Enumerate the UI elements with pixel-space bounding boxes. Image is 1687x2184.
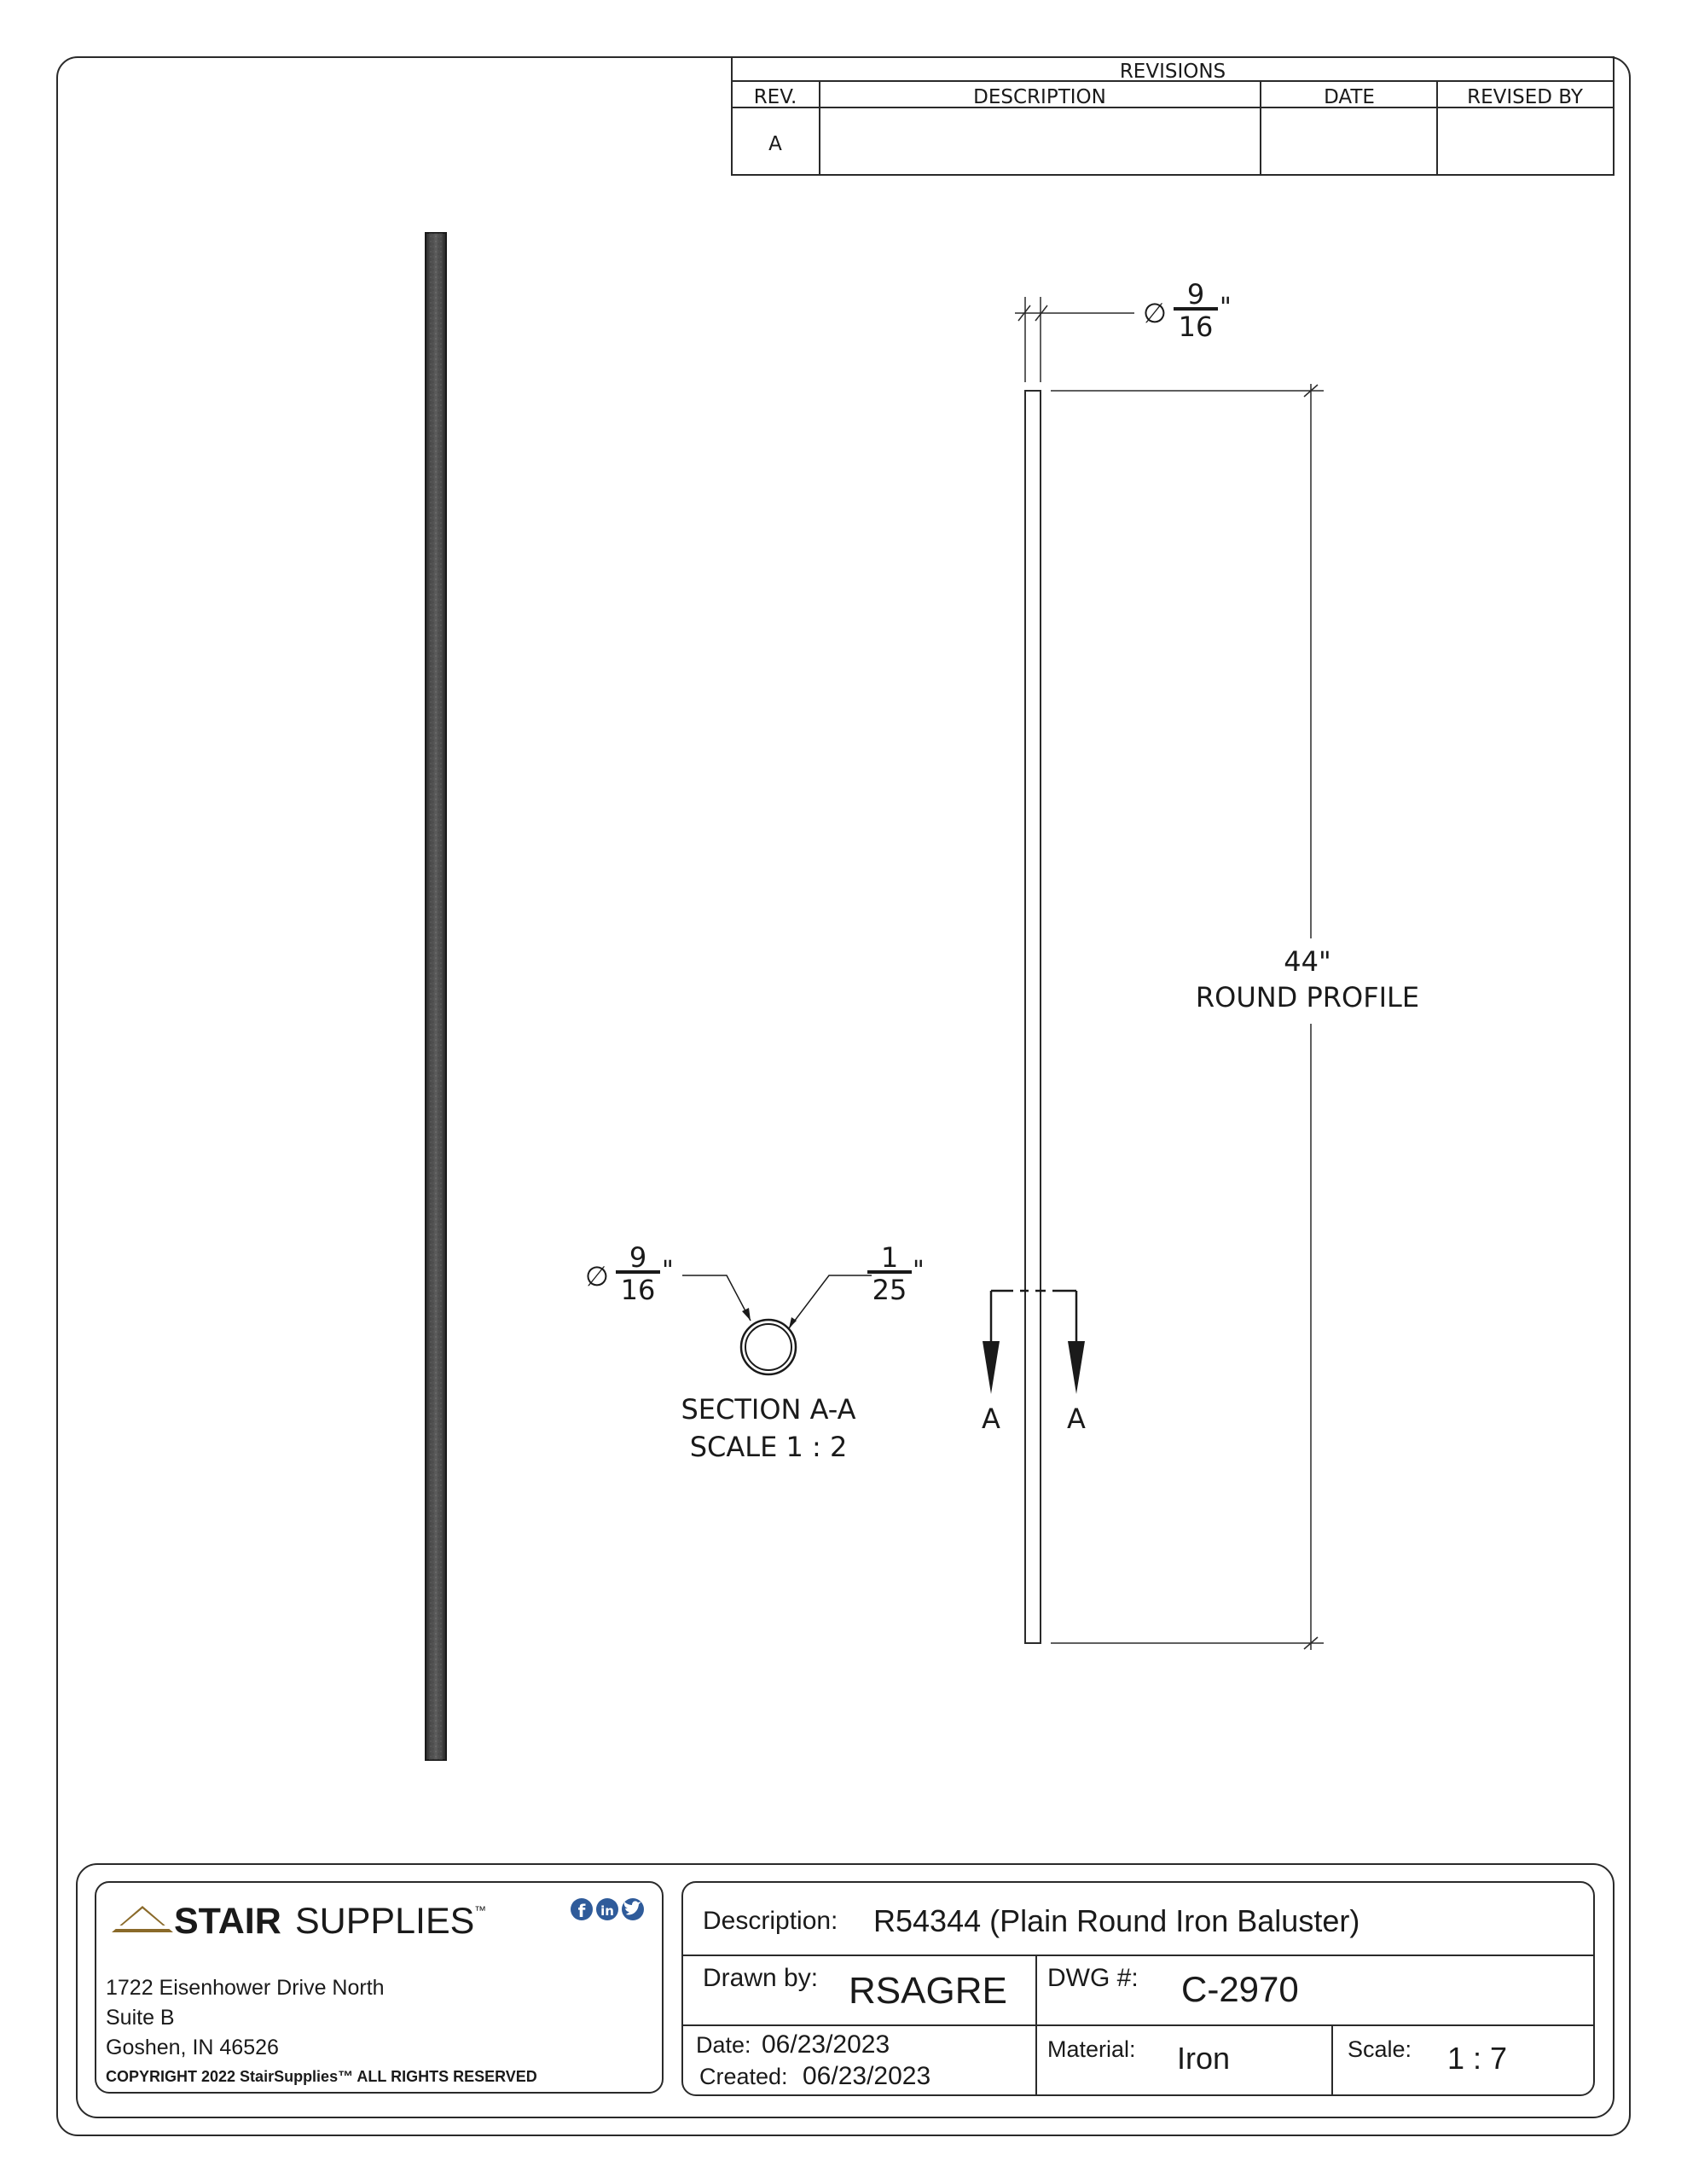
section-leader-arrow-left: [742, 1308, 751, 1321]
section-arrow-right: [1068, 1341, 1085, 1394]
linkedin-icon-glyph: in: [600, 1903, 614, 1919]
scale-label: Scale:: [1348, 2036, 1412, 2062]
drawn-by-label: Drawn by:: [703, 1964, 819, 1992]
dwg-label: DWG #:: [1047, 1964, 1139, 1992]
top-diameter-denominator: 16: [1178, 311, 1214, 343]
company-name-bold: STAIR: [174, 1901, 281, 1942]
section-diameter-denominator: 16: [620, 1274, 656, 1306]
sheet-border: [57, 57, 1630, 2135]
revisions-header-revised-by: REVISED BY: [1467, 86, 1583, 108]
facebook-icon-glyph: f: [577, 1901, 586, 1921]
dwg-value: C-2970: [1181, 1969, 1299, 2009]
section-title: SECTION A-A: [681, 1393, 856, 1426]
company-address-line2: Suite B: [106, 2006, 175, 2030]
section-diameter-unit: ": [662, 1256, 674, 1286]
section-marker-right: A: [1067, 1403, 1086, 1435]
section-scale: SCALE 1 : 2: [689, 1431, 848, 1463]
date-value: 06/23/2023: [762, 2030, 890, 2059]
length-value: 44": [1284, 945, 1331, 978]
section-wall-numerator: 1: [880, 1241, 899, 1274]
company-logo-icon: [112, 1906, 173, 1932]
top-diameter-symbol: ∅: [1143, 297, 1167, 329]
section-wall-denominator: 25: [872, 1274, 907, 1306]
revisions-header-description: DESCRIPTION: [973, 86, 1106, 108]
created-label: Created:: [699, 2064, 788, 2089]
length-profile: ROUND PROFILE: [1195, 981, 1420, 1014]
facebook-icon[interactable]: [571, 1898, 593, 1921]
description-label: Description:: [703, 1907, 838, 1935]
section-cut-line: [991, 1291, 1076, 1344]
revisions-header-date: DATE: [1324, 86, 1375, 108]
section-diameter-numerator: 9: [629, 1241, 647, 1274]
section-diameter-symbol: ∅: [585, 1260, 609, 1292]
top-diameter-unit: ": [1220, 293, 1232, 322]
section-marker-left: A: [982, 1403, 1000, 1435]
baluster-elevation: [1015, 297, 1324, 1650]
top-diameter-numerator: 9: [1186, 278, 1205, 311]
material-label: Material:: [1047, 2036, 1136, 2062]
drawn-by-value: RSAGRE: [849, 1970, 1007, 2012]
description-value: R54344 (Plain Round Iron Baluster): [873, 1903, 1360, 1938]
linkedin-icon[interactable]: [596, 1898, 618, 1920]
company-address-line1: 1722 Eisenhower Drive North: [106, 1976, 385, 2000]
company-copyright: COPYRIGHT 2022 StairSupplies™ ALL RIGHTS RESERVED: [106, 2068, 537, 2085]
revisions-row-rev: A: [768, 133, 782, 155]
twitter-icon[interactable]: [622, 1898, 644, 1920]
material-value: Iron: [1177, 2041, 1231, 2076]
company-trademark: ™: [474, 1903, 486, 1917]
created-value: 06/23/2023: [803, 2062, 931, 2090]
revisions-header-rev: REV.: [753, 86, 797, 108]
revisions-title: REVISIONS: [1119, 61, 1226, 83]
scale-value: 1 : 7: [1447, 2041, 1508, 2076]
section-arrow-left: [983, 1341, 1000, 1394]
company-name-light: SUPPLIES: [295, 1901, 475, 1942]
baluster-render: [426, 233, 446, 1760]
company-address-line3: Goshen, IN 46526: [106, 2036, 279, 2059]
date-label: Date:: [696, 2032, 751, 2058]
section-wall-unit: ": [913, 1256, 925, 1286]
section-view: [682, 1275, 872, 1374]
